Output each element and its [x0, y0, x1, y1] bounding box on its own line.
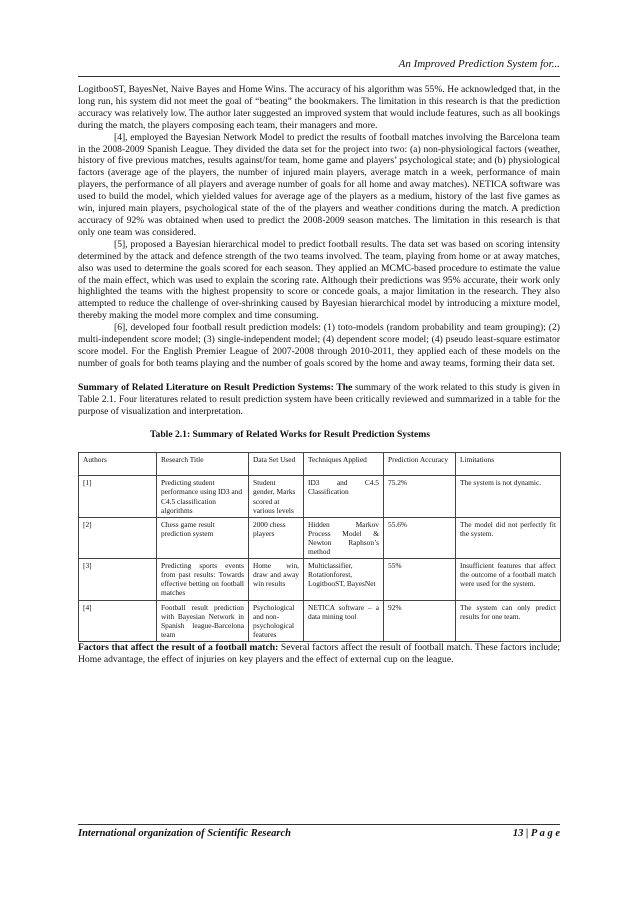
table-header-row — [79, 453, 561, 476]
cell-accuracy: 92% — [384, 600, 456, 641]
header-authors: Authors — [79, 453, 157, 476]
cell-author: [3] — [79, 559, 157, 600]
header-limitations: Limitations — [456, 453, 561, 476]
cell-title: Predicting student performance using ID3 and C4.5 classification algorithms — [157, 476, 249, 517]
paragraph-3: [5], proposed a Bayesian hierarchical model to predict football results. The data set was based on scoring intensity determined by the attack and defence strength of the two teams involved. The team, playing from home or at away matches, also was used to determine the goals scored for each season. They applied an MCMC-based procedure to estimate the value of the main effect, which was used to explain the scoring rate. Although their predictions was 95% accurate, their work only highlighted the teams with the highest propensity to score or concede goals, a major limitation in the research. They also attempted to reduce the challenge of over-shrinking caused by Bayesian hierarchical model by introducing a mixture model, thereby making the model more complex and time consuming. — [78, 238, 560, 322]
related-works-table — [78, 452, 561, 642]
cell-limitation: The system can only predict results for one team. — [456, 600, 561, 641]
cell-title: Predicting sports events from past results: Towards effective betting on football matches — [157, 559, 249, 600]
cell-dataset: Home win, draw and away win results — [249, 559, 304, 600]
header-rule — [78, 76, 560, 77]
cell-accuracy: 55% — [384, 559, 456, 600]
cell-technique: Hidden Markov Process Model & Newton Raphson’s method — [304, 517, 384, 558]
cell-dataset: Student gender, Marks scored at various levels — [249, 476, 304, 517]
running-title: An Improved Prediction System for... — [398, 58, 560, 70]
header-techniques: Techniques Applied — [304, 453, 384, 476]
header-accuracy: Prediction Accuracy — [384, 453, 456, 476]
cell-dataset: Psychological and non-psychological features — [249, 600, 304, 641]
cell-limitation: The system is not dynamic. — [456, 476, 561, 517]
page-number: 13 | P a g e — [512, 828, 560, 839]
body-text — [78, 84, 560, 666]
cell-accuracy: 75.2% — [384, 476, 456, 517]
cell-title: Chess game result prediction system — [157, 517, 249, 558]
header-research-title: Research Title — [157, 453, 249, 476]
paragraph-4: [6], developed four football result prediction models: (1) toto-models (random probability and team grouping); (2) multi-independent score model; (3) single-independent model; (4) dependent score model; (4) pseudo least-square estimator score model. For the English Premier League of 2007-2008 through 2010-2011, they applied each of these models on the number of goals for both teams playing and the number of goals scored by the home and away teams, forming their data set. — [78, 322, 560, 369]
table-row — [79, 476, 561, 517]
factors-paragraph — [78, 642, 560, 666]
summary-paragraph — [78, 382, 560, 418]
table-row — [79, 559, 561, 600]
paragraph-1: LogitbooST, BayesNet, Naive Bayes and Home Wins. The accuracy of his algorithm was 55%. He acknowledged that, in the long run, his system did not meet the goal of “beating” the bookmakers. The limitation in this research is that the prediction accuracy was relatively low. The author later suggested an improved system that would include features, such as all bookings during the match, the players composing each team, their managers and more. — [78, 84, 560, 131]
cell-title: Football result prediction with Bayesian Network in Spanish league-Barcelona team — [157, 600, 249, 641]
table-row — [79, 600, 561, 641]
cell-technique: Multiclassifier, Rotationforest, LogitbooST, BayesNet — [304, 559, 384, 600]
summary-heading: Summary of Related Literature on Result Prediction Systems: The — [78, 381, 353, 393]
cell-dataset: 2000 chess players — [249, 517, 304, 558]
footer-rule — [78, 824, 560, 825]
cell-limitation: Insufficient features that affect the outcome of a football match were used for the system. — [456, 559, 561, 600]
cell-limitation: The model did not perfectly fit the system. — [456, 517, 561, 558]
cell-technique: ID3 and C4.5 Classification — [304, 476, 384, 517]
table-row — [79, 517, 561, 558]
summary-text: summary of the work related to this study is given in Table 2.1. Four literatures related to result prediction system have been critically reviewed and summarized in a table for the purpose of visualization and interpretation. — [78, 381, 560, 417]
table-caption: Table 2.1: Summary of Related Works for Result Prediction Systems — [150, 429, 430, 441]
factors-heading: Factors that affect the result of a football match: — [78, 641, 279, 653]
paragraph-2: [4], employed the Bayesian Network Model to predict the results of football matches involving the Barcelona team in the 2008-2009 Spanish League. They divided the data set for the project into two: (a) non-physiological factors (weather, history of five previous matches, results against/for team, home game and players’ psychological state; and (b) physiological factors (average age of the players, the number of injured main players, average match in a week, performance of main players, the performance of all players and average number of goals for all home and away matches). NETICA software was used to build the model, which yielded values for average age of the players as a medium, history of the last five games as win, injured main players, psychological state of the of the players and weather conditions during the match. A prediction accuracy of 92% was obtained when used to predict the 2008-2009 season matches. The limitation in this research is that only one team was considered. — [78, 131, 560, 238]
cell-accuracy: 55.6% — [384, 517, 456, 558]
footer-organization: International organization of Scientific Research — [78, 828, 291, 839]
header-data-set: Data Set Used — [249, 453, 304, 476]
cell-author: [1] — [79, 476, 157, 517]
cell-author: [4] — [79, 600, 157, 641]
cell-technique: NETICA software – a data mining tool — [304, 600, 384, 641]
cell-author: [2] — [79, 517, 157, 558]
factors-text: Several factors affect the result of football match. These factors include; Home advantage, the effect of injuries on key players and the effect of external cup on the league. — [78, 641, 561, 665]
